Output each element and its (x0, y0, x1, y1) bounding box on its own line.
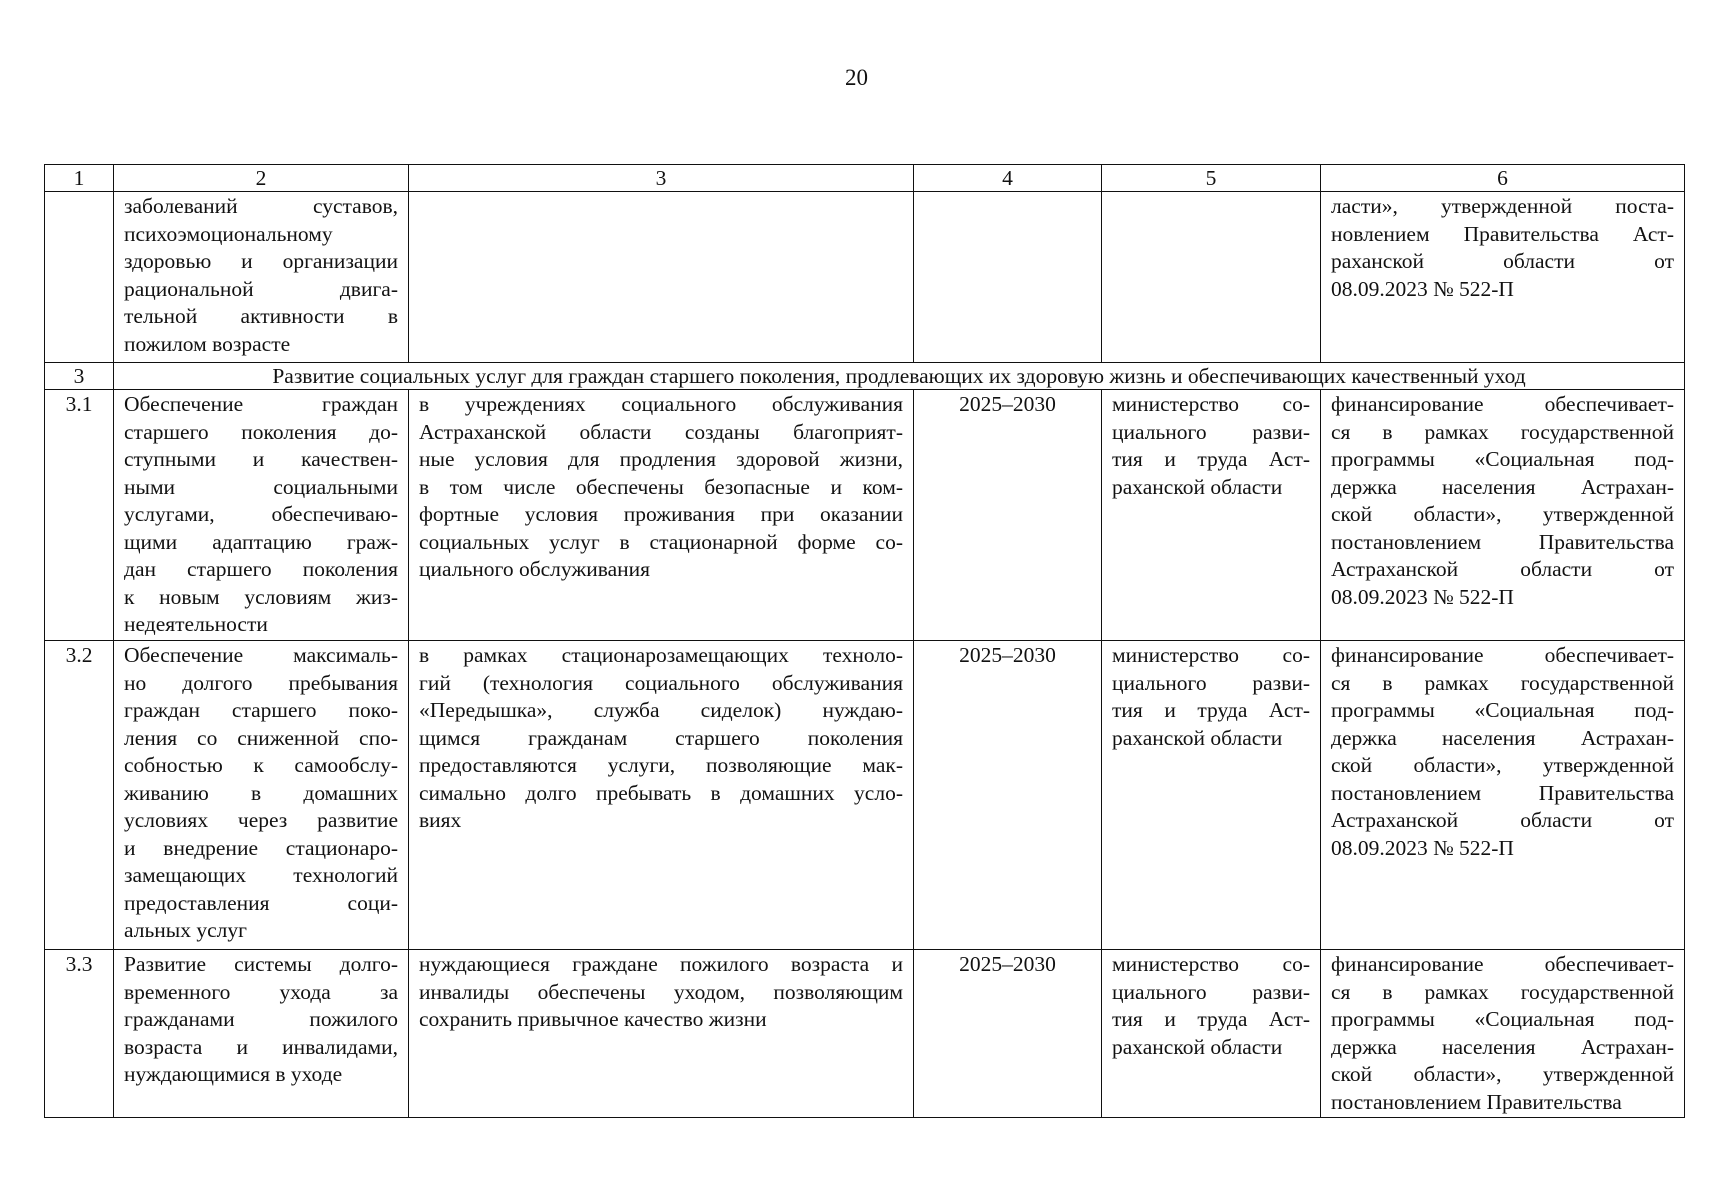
measure-cell (114, 390, 409, 641)
cell-text-line: альных услуг (124, 918, 247, 942)
result-cell (409, 192, 914, 363)
row-number-cell: 3.1 (45, 390, 114, 641)
period-cell: 2025–2030 (914, 950, 1102, 1118)
cell-text-line: тия и труда Аст- (1112, 1007, 1310, 1031)
table-row (45, 390, 1685, 641)
result-cell (409, 641, 914, 950)
cell-text-line: Развитие системы долго- (124, 952, 398, 976)
financing-cell (1321, 641, 1685, 950)
cell-text-line: рациональной двига- (124, 276, 398, 301)
section-row (45, 363, 1685, 390)
cell-text-line: живанию в домашних (124, 780, 398, 805)
cell-text-line: ными социальными (124, 474, 398, 499)
cell-text-line: тия и труда Аст- (1112, 698, 1310, 722)
cell-text-line: к новым условиям жиз- (124, 584, 398, 609)
cell-text-line: гий (технология социального обслуживания (419, 670, 903, 695)
row-number-cell (45, 192, 114, 363)
cell-text-line: Астраханской области от (1331, 808, 1674, 832)
column-number-cell: 3 (409, 165, 914, 192)
cell-text-line: циального разви- (1112, 419, 1310, 444)
cell-text-line: нуждающиеся граждане пожилого возраста и (419, 952, 903, 976)
cell-text-line: предоставляются услуги, позволяющие мак- (419, 753, 903, 777)
cell-text-line: Астраханской области от (1331, 557, 1674, 581)
cell-text-line: виях (419, 808, 462, 832)
page-number: 20 (845, 65, 868, 90)
table-row (45, 950, 1685, 1118)
row-number-cell: 3.3 (45, 950, 114, 1118)
cell-text-line: щими адаптацию граж- (124, 529, 398, 554)
cell-text-line: ской области», утвержденной (1331, 753, 1674, 777)
cell-text-line: постановлением Правительства (1331, 1089, 1622, 1114)
responsible-cell (1102, 950, 1321, 1118)
column-number-cell: 5 (1102, 165, 1321, 192)
column-number-cell: 6 (1321, 165, 1685, 192)
cell-text-line: дан старшего поколения (124, 557, 398, 581)
measure-cell (114, 950, 409, 1118)
cell-text-line: предоставления соци- (124, 890, 398, 915)
responsible-cell (1102, 390, 1321, 641)
cell-text-line: держка населения Астрахан- (1331, 1034, 1674, 1059)
cell-text-line: возраста и инвалидами, (124, 1034, 398, 1059)
result-cell (409, 390, 914, 641)
cell-text-line: Астраханской области созданы благоприят- (419, 419, 903, 444)
cell-text-line: финансирование обеспечивает- (1331, 952, 1674, 976)
cell-text-line: нуждающимися в уходе (124, 1062, 343, 1086)
cell-text-line: симально долго пребывать в домашних усло- (419, 780, 903, 805)
cell-text-line: ской области», утвержденной (1331, 1062, 1674, 1086)
financing-cell (1321, 390, 1685, 641)
table-row (45, 192, 1685, 363)
financing-cell (1321, 192, 1685, 363)
cell-text-line: социальных услуг в стационарной форме со- (419, 529, 903, 554)
cell-text-line: ской области», утвержденной (1331, 502, 1674, 526)
cell-text-line: временного ухода за (124, 979, 398, 1004)
period-cell (914, 192, 1102, 363)
period-cell: 2025–2030 (914, 390, 1102, 641)
column-number-cell: 4 (914, 165, 1102, 192)
cell-text-line: раханской области (1112, 1034, 1283, 1059)
cell-text-line: Обеспечение максималь- (124, 643, 398, 667)
cell-text-line: держка населения Астрахан- (1331, 725, 1674, 750)
cell-text-line: в том числе обеспечены безопасные и ком- (419, 474, 903, 499)
cell-text-line: 08.09.2023 № 522-П (1331, 276, 1514, 301)
cell-text-line: недеятельности (124, 612, 268, 636)
cell-text-line: финансирование обеспечивает- (1331, 643, 1674, 667)
section-number-cell: 3 (45, 363, 114, 390)
cell-text-line: и внедрение стационаро- (124, 835, 398, 860)
column-number-cell: 2 (114, 165, 409, 192)
cell-text-line: замещающих технологий (124, 863, 398, 887)
responsible-cell (1102, 641, 1321, 950)
financing-cell (1321, 950, 1685, 1118)
cell-text-line: собностью к самообслу- (124, 753, 398, 777)
table-row (45, 641, 1685, 950)
cell-text-line: ся в рамках государственной (1331, 670, 1674, 695)
cell-text-line: «Передышка», служба сиделок) нуждаю- (419, 698, 903, 722)
cell-text-line: постановлением Правительства (1331, 780, 1674, 805)
cell-text-line: циального разви- (1112, 670, 1310, 695)
cell-text-line: заболеваний суставов, (124, 194, 398, 218)
cell-text-line: раханской области от (1331, 249, 1674, 273)
cell-text-line: раханской области (1112, 725, 1283, 750)
cell-text-line: ления со сниженной спо- (124, 725, 398, 750)
cell-text-line: сохранить привычное качество жизни (419, 1007, 767, 1031)
cell-text-line: здоровью и организации (124, 249, 398, 273)
cell-text-line: ласти», утвержденной поста- (1331, 194, 1674, 218)
cell-text-line: раханской области (1112, 474, 1283, 499)
cell-text-line: программы «Социальная под- (1331, 698, 1674, 722)
cell-text-line: Обеспечение граждан (124, 392, 398, 416)
cell-text-line: ступными и качествен- (124, 447, 398, 471)
cell-text-line: 08.09.2023 № 522-П (1331, 835, 1514, 860)
measures-table (44, 164, 1685, 1118)
cell-text-line: 08.09.2023 № 522-П (1331, 584, 1514, 609)
period-cell: 2025–2030 (914, 641, 1102, 950)
cell-text-line: финансирование обеспечивает- (1331, 392, 1674, 416)
section-title-cell: Развитие социальных услуг для граждан старшего поколения, продлевающих их здоровую жизнь и обеспечивающих качественный уход (114, 363, 1685, 390)
cell-text-line: щимся гражданам старшего поколения (419, 725, 903, 750)
cell-text-line: тия и труда Аст- (1112, 447, 1310, 471)
cell-text-line: старшего поколения до- (124, 419, 398, 444)
cell-text-line: фортные условия проживания при оказании (419, 502, 903, 526)
cell-text-line: тельной активности в (124, 304, 398, 328)
cell-text-line: но долгого пребывания (124, 670, 398, 695)
cell-text-line: граждан старшего поко- (124, 698, 398, 722)
measure-cell (114, 641, 409, 950)
cell-text-line: ся в рамках государственной (1331, 979, 1674, 1004)
cell-text-line: в учреждениях социального обслуживания (419, 392, 903, 416)
cell-text-line: программы «Социальная под- (1331, 447, 1674, 471)
cell-text-line: пожилом возрасте (124, 331, 291, 356)
cell-text-line: ся в рамках государственной (1331, 419, 1674, 444)
column-number-cell: 1 (45, 165, 114, 192)
cell-text-line: циального обслуживания (419, 557, 651, 581)
cell-text-line: гражданами пожилого (124, 1007, 398, 1031)
column-number-row (45, 165, 1685, 192)
cell-text-line: в рамках стационарозамещающих техноло- (419, 643, 903, 667)
cell-text-line: постановлением Правительства (1331, 529, 1674, 554)
cell-text-line: министерство со- (1112, 643, 1310, 667)
measure-cell (114, 192, 409, 363)
cell-text-line: министерство со- (1112, 952, 1310, 976)
cell-text-line: услугами, обеспечиваю- (124, 502, 398, 526)
cell-text-line: новлением Правительства Аст- (1331, 221, 1674, 246)
cell-text-line: министерство со- (1112, 392, 1310, 416)
responsible-cell (1102, 192, 1321, 363)
cell-text-line: ные условия для продления здоровой жизни, (419, 447, 903, 471)
cell-text-line: держка населения Астрахан- (1331, 474, 1674, 499)
result-cell (409, 950, 914, 1118)
cell-text-line: условиях через развитие (124, 808, 398, 832)
row-number-cell: 3.2 (45, 641, 114, 950)
cell-text-line: инвалиды обеспечены уходом, позволяющим (419, 979, 903, 1004)
cell-text-line: циального разви- (1112, 979, 1310, 1004)
cell-text-line: психоэмоциональному (124, 221, 333, 246)
cell-text-line: программы «Социальная под- (1331, 1007, 1674, 1031)
